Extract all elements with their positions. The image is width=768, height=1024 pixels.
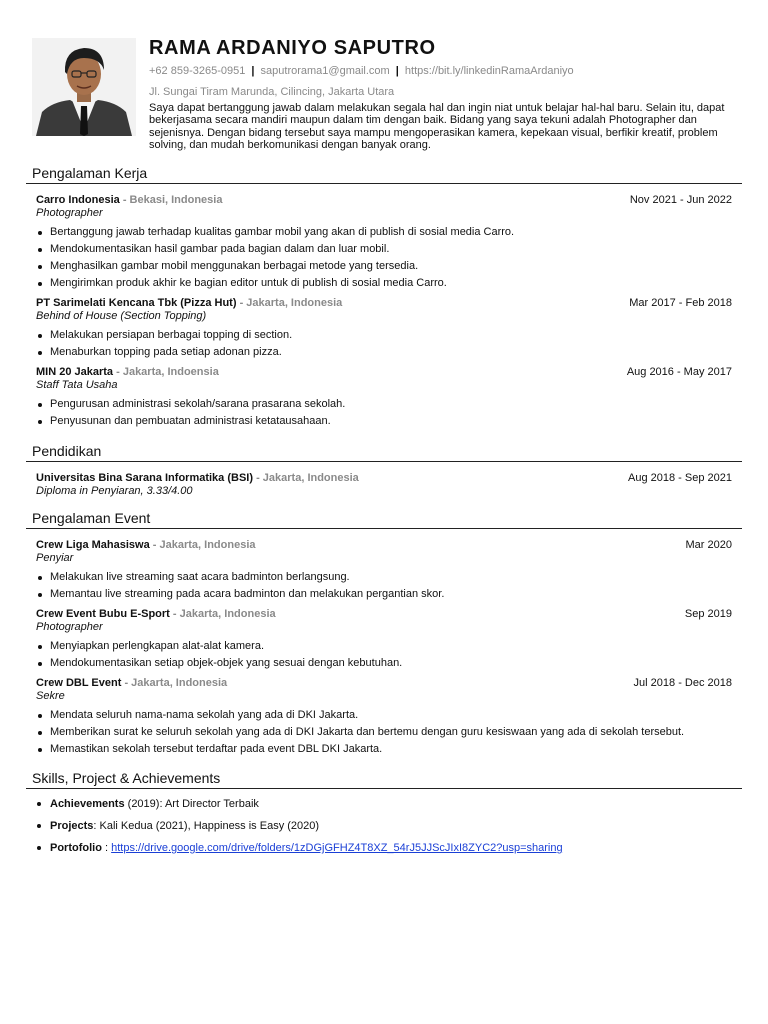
list-item: Menghasilkan gambar mobil menggunakan berbagai metode yang tersedia. bbox=[50, 258, 732, 275]
entry-date: Aug 2018 - Sep 2021 bbox=[628, 472, 732, 484]
contact-separator: | bbox=[251, 65, 255, 77]
portfolio-item bbox=[50, 837, 742, 859]
organization-location: - Jakarta, Indonesia bbox=[239, 297, 343, 309]
list-item: Pengurusan administrasi sekolah/sarana prasarana sekolah. bbox=[50, 396, 732, 413]
section-title-event: Pengalaman Event bbox=[26, 509, 742, 529]
event-role: Photographer bbox=[36, 621, 103, 633]
responsibility-list bbox=[36, 638, 732, 672]
job-role: Photographer bbox=[36, 207, 103, 219]
event-location: - Jakarta, Indonesia bbox=[124, 677, 228, 689]
event-entry bbox=[36, 676, 732, 758]
contact-separator: | bbox=[395, 65, 399, 77]
projects-label: Projects bbox=[50, 820, 94, 832]
achievements-text: (2019): Art Director Terbaik bbox=[124, 798, 259, 810]
event-role: Penyiar bbox=[36, 552, 74, 564]
linkedin-link[interactable]: https://bit.ly/linkedinRamaArdaniyo bbox=[404, 65, 574, 77]
organization-name: PT Sarimelati Kencana Tbk (Pizza Hut) bbox=[36, 297, 237, 309]
skills-section bbox=[26, 769, 742, 859]
list-item: Memastikan sekolah tersebut terdaftar pada event DBL DKI Jakarta. bbox=[50, 741, 732, 758]
organization-location: - Jakarta, Indoensia bbox=[116, 366, 219, 378]
event-entry bbox=[36, 607, 732, 672]
projects-item bbox=[50, 815, 742, 837]
profile-summary: Saya dapat bertanggung jawab dalam melakukan segala hal dan ingin niat untuk belajar hal-hal baru. Selain itu, dapat bekerjasama secara mandiri maupun dalam tim dengan baik. Bidang yang saya tekuni adalah Photographer dan sejenisnya. Dengan bidang tersebut saya mampu mengoperasikan kamera, kepekaan visual, berfikir kreatif, problem solving, dan mudah berkomunikasi dengan banyak orang. bbox=[149, 102, 725, 152]
event-location: - Jakarta, Indonesia bbox=[152, 539, 256, 551]
section-title-skills: Skills, Project & Achievements bbox=[26, 769, 742, 789]
phone-number: +62 859-3265-0951 bbox=[149, 65, 246, 77]
list-item: Menaburkan topping pada setiap adonan pizza. bbox=[50, 344, 732, 361]
list-item: Mengirimkan produk akhir ke bagian editor untuk di publish di sosial media Carro. bbox=[50, 275, 732, 292]
list-item: Mendokumentasikan hasil gambar pada bagian dalam dan luar mobil. bbox=[50, 241, 732, 258]
responsibility-list bbox=[36, 327, 732, 361]
entry-date: Mar 2020 bbox=[685, 539, 732, 551]
portfolio-label: Portofolio bbox=[50, 842, 102, 854]
achievements-label: Achievements bbox=[50, 798, 125, 810]
organization-name: Carro Indonesia bbox=[36, 194, 120, 206]
event-name: Crew DBL Event bbox=[36, 677, 122, 689]
contact-line bbox=[149, 64, 739, 78]
projects-text: : Kali Kedua (2021), Happiness is Easy (2020) bbox=[93, 820, 320, 832]
skills-list bbox=[26, 793, 742, 859]
work-experience-section bbox=[26, 164, 742, 430]
institution-location: - Jakarta, Indonesia bbox=[256, 472, 359, 484]
entry-date: Jul 2018 - Dec 2018 bbox=[633, 677, 732, 689]
organization-name: MIN 20 Jakarta bbox=[36, 366, 114, 378]
entry-date: Aug 2016 - May 2017 bbox=[626, 366, 732, 378]
degree: Diploma in Penyiaran, 3.33/4.00 bbox=[36, 485, 193, 497]
event-name: Crew Event Bubu E-Sport bbox=[36, 608, 170, 620]
entry-date: Nov 2021 - Jun 2022 bbox=[629, 194, 732, 206]
work-entry bbox=[36, 365, 732, 430]
responsibility-list bbox=[36, 396, 732, 430]
responsibility-list bbox=[36, 569, 732, 603]
entry-date: Mar 2017 - Feb 2018 bbox=[629, 297, 732, 309]
home-address: Jl. Sungai Tiram Marunda, Cilincing, Jakarta Utara bbox=[149, 86, 395, 98]
email-address[interactable]: saputrorama1@gmail.com bbox=[260, 65, 390, 77]
list-item: Mendata seluruh nama-nama sekolah yang ada di DKI Jakarta. bbox=[50, 707, 732, 724]
job-role: Staff Tata Usaha bbox=[36, 379, 118, 391]
resume-header bbox=[149, 36, 739, 152]
event-entry bbox=[36, 538, 732, 603]
candidate-name: RAMA ARDANIYO SAPUTRO bbox=[149, 37, 436, 59]
job-role: Behind of House (Section Topping) bbox=[36, 310, 207, 322]
portfolio-separator: : bbox=[101, 842, 112, 854]
list-item: Mendokumentasikan setiap objek-objek yang sesuai dengan kebutuhan. bbox=[50, 655, 732, 672]
event-location: - Jakarta, Indonesia bbox=[172, 608, 276, 620]
work-entry bbox=[36, 296, 732, 361]
list-item: Memantau live streaming pada acara badminton dan melakukan pergantian skor. bbox=[50, 586, 732, 603]
education-entry bbox=[36, 471, 732, 498]
list-item: Penyusunan dan pembuatan administrasi ketatausahaan. bbox=[50, 413, 732, 430]
responsibility-list bbox=[36, 707, 732, 758]
achievements-item bbox=[50, 793, 742, 815]
profile-photo bbox=[32, 38, 136, 136]
work-entry bbox=[36, 193, 732, 292]
section-title-work: Pengalaman Kerja bbox=[26, 164, 742, 184]
section-title-education: Pendidikan bbox=[26, 442, 742, 462]
list-item: Melakukan persiapan berbagai topping di section. bbox=[50, 327, 732, 344]
entry-date: Sep 2019 bbox=[684, 608, 732, 620]
institution-name: Universitas Bina Sarana Informatika (BSI) bbox=[36, 472, 254, 484]
event-name: Crew Liga Mahasiswa bbox=[36, 539, 150, 551]
event-role: Sekre bbox=[36, 690, 65, 702]
list-item: Melakukan live streaming saat acara badminton berlangsung. bbox=[50, 569, 732, 586]
education-section bbox=[26, 442, 742, 498]
person-portrait-icon bbox=[32, 38, 136, 136]
event-experience-section bbox=[26, 509, 742, 758]
list-item: Memberikan surat ke seluruh sekolah yang ada di DKI Jakarta dan bertemu dengan guru kesiswaan yang ada di sekolah tersebut. bbox=[50, 724, 732, 741]
responsibility-list bbox=[36, 224, 732, 292]
list-item: Bertanggung jawab terhadap kualitas gambar mobil yang akan di publish di sosial media Carro. bbox=[50, 224, 732, 241]
organization-location: - Bekasi, Indonesia bbox=[122, 194, 223, 206]
portfolio-link[interactable]: https://drive.google.com/drive/folders/1zDGjGFHZ4T8XZ_54rJ5JJScJIxI8ZYC2?usp=sharing bbox=[111, 842, 563, 854]
list-item: Menyiapkan perlengkapan alat-alat kamera. bbox=[50, 638, 732, 655]
